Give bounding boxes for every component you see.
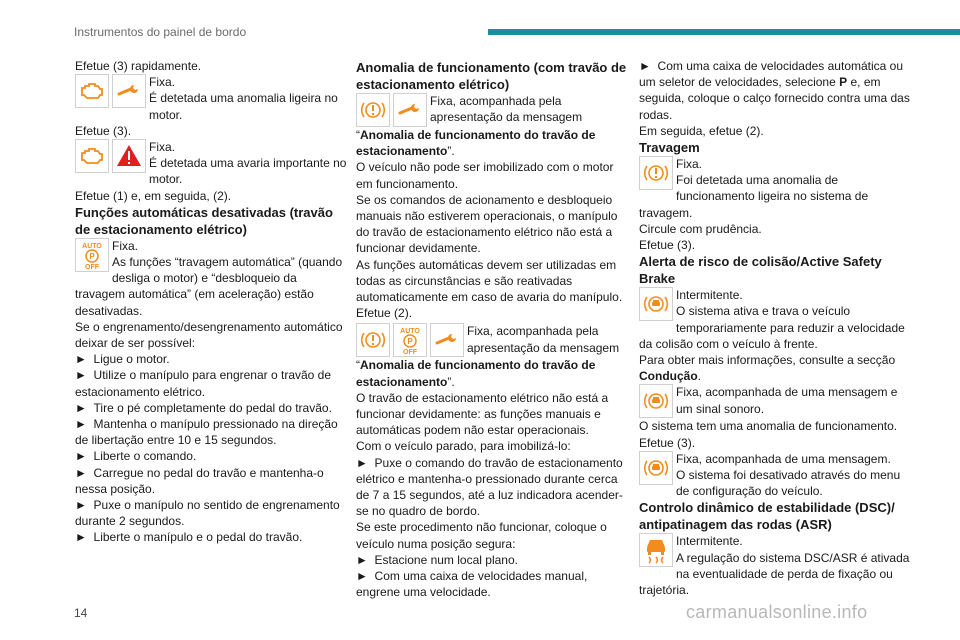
list-item-text: Com uma caixa de velocidades automática ou um seletor de velocidades, selecione xyxy=(639,59,904,90)
header-accent-bar xyxy=(488,29,960,35)
text-line: O sistema tem uma anomalia de funcionamento. xyxy=(639,419,898,434)
indicator-description: um sinal sonoro. xyxy=(676,401,765,416)
text-line: Efetue (3). xyxy=(639,238,696,253)
service-wrench-icon xyxy=(430,323,464,357)
list-item: ► Liberte o comando. xyxy=(75,448,347,464)
indicator-state: Fixa. xyxy=(112,238,139,253)
column-3 xyxy=(639,58,911,598)
text-line: Se o engrenamento/desengrenamento automático deixar de ser possível: xyxy=(75,319,343,351)
list-item-text: e, em seguida, coloque o calço fornecido contra uma das rodas. xyxy=(639,75,910,122)
indicator-state: Fixa. xyxy=(676,157,703,172)
text-line: Efetue (3). xyxy=(75,123,132,138)
quote-open: “ xyxy=(356,358,360,373)
indicator-block xyxy=(639,287,911,352)
engine-warning-icon xyxy=(75,74,109,108)
page-number: 14 xyxy=(74,606,88,620)
collision-alert-icon xyxy=(639,287,673,321)
section-reference: Condução xyxy=(639,369,698,384)
brake-fault-icon xyxy=(639,156,673,190)
text-segment: . xyxy=(697,369,702,384)
list-item: ► Mantenha o manípulo pressionado na direção de libertação entre 10 e 15 segundos. xyxy=(75,416,347,448)
list-item: ► Utilize o manípulo para engrenar o travão de estacionamento elétrico. xyxy=(75,367,347,399)
list-item: ► Liberte o manípulo e o pedal do travão. xyxy=(75,529,347,545)
column-1 xyxy=(75,58,347,546)
service-wrench-icon xyxy=(393,93,427,127)
indicator-block xyxy=(639,451,911,500)
message-line xyxy=(356,127,628,159)
indicator-block xyxy=(75,238,347,319)
paragraph: Com o veículo parado, para imobilizá-lo: xyxy=(356,439,571,454)
list-item: ► Puxe o comando do travão de estacionamento elétrico e mantenha-o pressionado durante cerca de 7 a 15 segundos, até a luz indicadora acender-se no quadro de bordo. xyxy=(356,455,628,520)
indicator-description: As funções “travagem automática” (quando desliga o motor) e “desbloqueio da travagem automática” (em aceleração) estão desativadas. xyxy=(75,255,343,318)
indicator-description: apresentação da mensagem xyxy=(430,110,583,125)
list-item: ► Carregue no pedal do travão e mantenha-o nessa posição. xyxy=(75,465,347,497)
indicator-state: Intermitente. xyxy=(676,288,743,303)
paragraph: O veículo não pode ser imobilizado com o motor em funcionamento. xyxy=(356,160,614,191)
text-line: Em seguida, efetue (2). xyxy=(639,123,764,138)
indicator-block xyxy=(75,139,347,188)
auto-off-icon xyxy=(393,323,427,357)
section-heading: Anomalia de funcionamento (com travão de estacionamento elétrico) xyxy=(356,60,627,92)
section-heading: Controlo dinâmico de estabilidade (DSC)/ antipatinagem das rodas (ASR) xyxy=(639,500,895,533)
indicator-description: A regulação do sistema DSC/ASR é ativada na eventualidade de perda de fixação ou trajetória. xyxy=(639,550,910,598)
indicator-description: apresentação da mensagem xyxy=(467,340,620,355)
list-item xyxy=(639,58,911,123)
indicator-state: Fixa. xyxy=(149,140,176,155)
indicator-description: O sistema ativa e trava o veículo temporariamente para reduzir a velocidade da colisão com o veículo à frente. xyxy=(639,304,905,351)
service-wrench-icon xyxy=(112,74,146,108)
indicator-block xyxy=(75,74,347,123)
indicator-state: Fixa, acompanhada pela xyxy=(430,94,562,108)
engine-warning-icon xyxy=(75,139,109,173)
indicator-state: Fixa, acompanhada de uma mensagem e xyxy=(676,385,898,400)
quote-open: “ xyxy=(356,128,360,142)
section-heading: Funções automáticas desativadas (travão de estacionamento elétrico) xyxy=(75,204,333,237)
p-label: P xyxy=(407,337,413,347)
indicator-description: O sistema foi desativado através do menu de configuração do veículo. xyxy=(676,468,901,499)
column-2 xyxy=(356,59,628,600)
collision-alert-icon xyxy=(639,451,673,485)
auto-label: AUTO xyxy=(400,328,420,336)
collision-alert-icon xyxy=(639,384,673,418)
off-label: OFF xyxy=(85,263,99,270)
paragraph: Efetue (2). xyxy=(356,306,413,321)
paragraph: O travão de estacionamento elétrico não está a funcionar devidamente: as funções manuais e automáticas podem não estar operacionais. xyxy=(356,390,609,438)
list-item: ► Com uma caixa de velocidades manual, engrene uma velocidade. xyxy=(356,568,628,600)
gear-position: P xyxy=(839,75,848,90)
indicator-state: Intermitente. xyxy=(676,534,743,549)
indicator-block xyxy=(639,533,911,598)
indicator-block xyxy=(639,156,911,221)
quote-close: ”. xyxy=(447,144,455,159)
text-segment: Para obter mais informações, consulte a secção xyxy=(639,353,896,368)
indicator-block xyxy=(356,93,628,127)
message-line xyxy=(356,357,628,389)
indicator-state: Fixa. xyxy=(149,75,176,90)
indicator-description: É detetada uma avaria importante no motor. xyxy=(149,156,347,187)
section-heading: Alerta de risco de colisão/Active Safety Brake xyxy=(639,254,882,287)
text-line: Efetue (3). xyxy=(639,435,696,450)
text-line: Efetue (3) rapidamente. xyxy=(75,59,202,73)
off-label: OFF xyxy=(403,349,417,356)
header-title: Instrumentos do painel de bordo xyxy=(74,25,247,39)
dsc-asr-icon xyxy=(639,533,673,567)
parking-brake-fault-icon xyxy=(356,93,390,127)
list-item: ► Puxe o manípulo no sentido de engrenamento durante 2 segundos. xyxy=(75,497,347,529)
indicator-block xyxy=(639,384,911,418)
indicator-description: É detetada uma anomalia ligeira no motor. xyxy=(149,91,338,122)
text-line xyxy=(639,352,911,384)
paragraph: Se este procedimento não funcionar, coloque o veículo numa posição segura: xyxy=(356,520,607,551)
watermark: carmanualsonline.info xyxy=(686,602,868,622)
text-line: Efetue (1) e, em seguida, (2). xyxy=(75,188,232,203)
p-label: P xyxy=(89,251,95,261)
list-item: ► Estacione num local plano. xyxy=(356,552,628,568)
auto-off-icon xyxy=(75,238,109,272)
indicator-state: Fixa, acompanhada de uma mensagem. xyxy=(676,451,891,466)
text-line: Circule com prudência. xyxy=(639,221,762,236)
indicator-description: Foi detetada uma anomalia de funcionamento ligeira no sistema de travagem. xyxy=(639,173,869,220)
list-item: ► Tire o pé completamente do pedal do travão. xyxy=(75,400,347,416)
message-text: Anomalia de funcionamento do travão de estacionamento xyxy=(356,128,596,159)
paragraph: Se os comandos de acionamento e desbloqueio manuais não estiverem operacionais, o manípulo do travão de estacionamento elétrico não está a funcionar devidamente. xyxy=(356,192,618,256)
message-text: Anomalia de funcionamento do travão de estacionamento xyxy=(356,358,596,389)
indicator-block xyxy=(356,323,628,357)
auto-label: AUTO xyxy=(82,242,102,250)
list-item: ► Ligue o motor. xyxy=(75,351,347,367)
section-heading: Travagem xyxy=(639,140,700,156)
paragraph: As funções automáticas devem ser utilizadas em todas as circunstâncias e são reativadas automaticamente em caso de avaria do manípulo. xyxy=(356,257,623,305)
indicator-state: Fixa, acompanhada pela xyxy=(467,324,599,339)
quote-close: ”. xyxy=(447,374,455,389)
parking-brake-fault-icon xyxy=(356,323,390,357)
alert-triangle-icon xyxy=(112,139,146,173)
